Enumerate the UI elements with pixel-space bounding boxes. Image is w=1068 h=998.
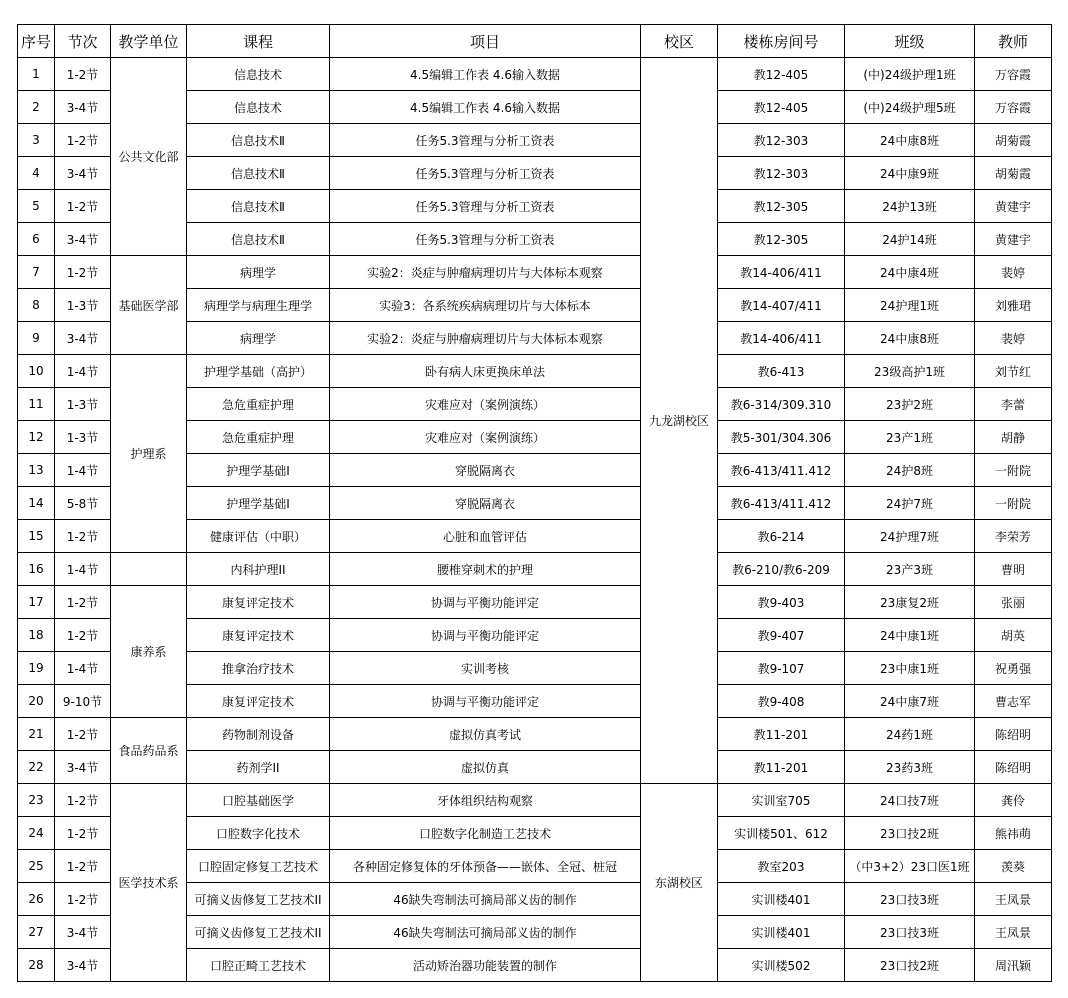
- row-room: 教12-405: [718, 91, 845, 124]
- unit-cell: 食品药品系: [111, 718, 187, 784]
- row-course: 信息技术Ⅱ: [187, 223, 330, 256]
- header-row: [18, 25, 1052, 58]
- row-room: 教12-303: [718, 124, 845, 157]
- row-period: 1-2节: [55, 784, 111, 817]
- row-project: 口腔数字化制造工艺技术: [330, 817, 641, 850]
- row-period: 1-4节: [55, 355, 111, 388]
- row-project: 实验2：炎症与肿瘤病理切片与大体标本观察: [330, 322, 641, 355]
- row-period: 3-4节: [55, 916, 111, 949]
- row-room: 教14-407/411: [718, 289, 845, 322]
- row-period: 1-2节: [55, 619, 111, 652]
- table-row: [18, 553, 1052, 586]
- row-period: 3-4节: [55, 223, 111, 256]
- row-teacher: 胡菊霞: [975, 124, 1052, 157]
- row-period: 1-2节: [55, 850, 111, 883]
- row-course: 康复评定技术: [187, 586, 330, 619]
- row-no: 1: [18, 58, 55, 91]
- row-room: 教9-408: [718, 685, 845, 718]
- row-period: 3-4节: [55, 157, 111, 190]
- row-teacher: 羡葵: [975, 850, 1052, 883]
- row-no: 12: [18, 421, 55, 454]
- row-project: 卧有病人床更换床单法: [330, 355, 641, 388]
- row-room: 实训室705: [718, 784, 845, 817]
- row-class: 24中康8班: [845, 124, 975, 157]
- row-class: 23口技2班: [845, 817, 975, 850]
- row-teacher: 黄建宇: [975, 223, 1052, 256]
- row-no: 23: [18, 784, 55, 817]
- row-project: 46缺失弯制法可摘局部义齿的制作: [330, 883, 641, 916]
- row-period: 1-4节: [55, 553, 111, 586]
- row-room: 教9-403: [718, 586, 845, 619]
- row-teacher: 裴婷: [975, 322, 1052, 355]
- row-teacher: 陈绍明: [975, 718, 1052, 751]
- row-class: 23药3班: [845, 751, 975, 784]
- header-campus: 校区: [641, 25, 718, 58]
- row-period: 5-8节: [55, 487, 111, 520]
- row-no: 13: [18, 454, 55, 487]
- row-period: 3-4节: [55, 91, 111, 124]
- row-course: 药剂学II: [187, 751, 330, 784]
- row-course: 病理学: [187, 256, 330, 289]
- row-no: 24: [18, 817, 55, 850]
- row-room: 教室203: [718, 850, 845, 883]
- row-no: 25: [18, 850, 55, 883]
- row-course: 护理学基础I: [187, 454, 330, 487]
- row-room: 教5-301/304.306: [718, 421, 845, 454]
- unit-cell: 基础医学部: [111, 256, 187, 355]
- row-no: 9: [18, 322, 55, 355]
- row-course: 康复评定技术: [187, 685, 330, 718]
- row-project: 穿脱隔离衣: [330, 487, 641, 520]
- row-no: 7: [18, 256, 55, 289]
- row-project: 灾难应对（案例演练）: [330, 421, 641, 454]
- row-class: （中3+2）23口医1班: [845, 850, 975, 883]
- row-period: 1-3节: [55, 289, 111, 322]
- row-no: 10: [18, 355, 55, 388]
- row-teacher: 张丽: [975, 586, 1052, 619]
- row-teacher: 一附院: [975, 487, 1052, 520]
- row-teacher: 胡静: [975, 421, 1052, 454]
- row-project: 实验3：各系统疾病病理切片与大体标本: [330, 289, 641, 322]
- row-teacher: 黄建宇: [975, 190, 1052, 223]
- row-period: 1-2节: [55, 58, 111, 91]
- header-period: 节次: [55, 25, 111, 58]
- header-course: 课程: [187, 25, 330, 58]
- table-row: [18, 355, 1052, 388]
- row-teacher: 龚伶: [975, 784, 1052, 817]
- row-period: 1-2节: [55, 718, 111, 751]
- row-course: 健康评估（中职）: [187, 520, 330, 553]
- row-project: 任务5.3管理与分析工资表: [330, 124, 641, 157]
- row-course: 急危重症护理: [187, 421, 330, 454]
- row-room: 教6-214: [718, 520, 845, 553]
- row-period: 1-2节: [55, 190, 111, 223]
- table-row: [18, 58, 1052, 91]
- row-teacher: 裴婷: [975, 256, 1052, 289]
- row-no: 18: [18, 619, 55, 652]
- row-class: 24护7班: [845, 487, 975, 520]
- row-course: 推拿治疗技术: [187, 652, 330, 685]
- row-period: 3-4节: [55, 949, 111, 982]
- row-course: 病理学: [187, 322, 330, 355]
- row-project: 协调与平衡功能评定: [330, 586, 641, 619]
- row-period: 3-4节: [55, 322, 111, 355]
- row-course: 可摘义齿修复工艺技术II: [187, 916, 330, 949]
- row-project: 心脏和血管评估: [330, 520, 641, 553]
- row-no: 27: [18, 916, 55, 949]
- row-class: 24护理7班: [845, 520, 975, 553]
- row-project: 各种固定修复体的牙体预备——嵌体、全冠、桩冠: [330, 850, 641, 883]
- row-period: 9-10节: [55, 685, 111, 718]
- row-teacher: 李荣芳: [975, 520, 1052, 553]
- row-room: 教14-406/411: [718, 322, 845, 355]
- row-room: 教6-413: [718, 355, 845, 388]
- row-room: 教12-305: [718, 190, 845, 223]
- row-no: 4: [18, 157, 55, 190]
- row-no: 19: [18, 652, 55, 685]
- row-project: 实验2：炎症与肿瘤病理切片与大体标本观察: [330, 256, 641, 289]
- row-teacher: 李蕾: [975, 388, 1052, 421]
- row-project: 任务5.3管理与分析工资表: [330, 223, 641, 256]
- row-course: 内科护理II: [187, 553, 330, 586]
- row-class: 23康复2班: [845, 586, 975, 619]
- row-period: 1-4节: [55, 454, 111, 487]
- table-row: [18, 586, 1052, 619]
- row-teacher: 周汛颖: [975, 949, 1052, 982]
- header-room: 楼栋房间号: [718, 25, 845, 58]
- row-room: 教9-407: [718, 619, 845, 652]
- row-course: 信息技术Ⅱ: [187, 124, 330, 157]
- row-class: 23中康1班: [845, 652, 975, 685]
- row-course: 康复评定技术: [187, 619, 330, 652]
- row-period: 1-2节: [55, 124, 111, 157]
- unit-cell: 医学技术系: [111, 784, 187, 982]
- row-no: 2: [18, 91, 55, 124]
- row-course: 病理学与病理生理学: [187, 289, 330, 322]
- row-teacher: 陈绍明: [975, 751, 1052, 784]
- row-period: 1-2节: [55, 817, 111, 850]
- table-row: [18, 256, 1052, 289]
- row-room: 教6-314/309.310: [718, 388, 845, 421]
- row-room: 教12-405: [718, 58, 845, 91]
- row-room: 教11-201: [718, 751, 845, 784]
- row-class: 23产3班: [845, 553, 975, 586]
- row-teacher: 胡菊霞: [975, 157, 1052, 190]
- row-course: 护理学基础（高护）: [187, 355, 330, 388]
- row-project: 协调与平衡功能评定: [330, 685, 641, 718]
- row-class: 24口技7班: [845, 784, 975, 817]
- row-project: 牙体组织结构观察: [330, 784, 641, 817]
- row-class: 23口技2班: [845, 949, 975, 982]
- row-no: 26: [18, 883, 55, 916]
- row-project: 活动矫治器功能装置的制作: [330, 949, 641, 982]
- row-class: 24中康4班: [845, 256, 975, 289]
- row-project: 协调与平衡功能评定: [330, 619, 641, 652]
- row-class: 24中康8班: [845, 322, 975, 355]
- row-course: 口腔正畸工艺技术: [187, 949, 330, 982]
- row-class: 24药1班: [845, 718, 975, 751]
- row-room: 教11-201: [718, 718, 845, 751]
- row-course: 护理学基础I: [187, 487, 330, 520]
- unit-cell: 康养系: [111, 586, 187, 718]
- row-class: 24护理1班: [845, 289, 975, 322]
- header-teacher: 教师: [975, 25, 1052, 58]
- row-class: 24护14班: [845, 223, 975, 256]
- row-room: 教6-413/411.412: [718, 487, 845, 520]
- row-class: 24护13班: [845, 190, 975, 223]
- row-teacher: 一附院: [975, 454, 1052, 487]
- row-project: 灾难应对（案例演练）: [330, 388, 641, 421]
- row-room: 教6-413/411.412: [718, 454, 845, 487]
- row-period: 1-2节: [55, 520, 111, 553]
- row-period: 1-2节: [55, 256, 111, 289]
- row-project: 4.5编辑工作表 4.6输入数据: [330, 91, 641, 124]
- row-class: 23产1班: [845, 421, 975, 454]
- row-teacher: 刘雅珺: [975, 289, 1052, 322]
- row-no: 21: [18, 718, 55, 751]
- table-row: [18, 784, 1052, 817]
- row-teacher: 万容霞: [975, 58, 1052, 91]
- row-project: 穿脱隔离衣: [330, 454, 641, 487]
- unit-cell: 护理系: [111, 355, 187, 553]
- row-period: 1-4节: [55, 652, 111, 685]
- row-no: 6: [18, 223, 55, 256]
- row-course: 信息技术Ⅱ: [187, 190, 330, 223]
- table-header: [18, 25, 1052, 58]
- row-room: 教9-107: [718, 652, 845, 685]
- unit-cell: [111, 553, 187, 586]
- row-no: 16: [18, 553, 55, 586]
- row-class: 23护2班: [845, 388, 975, 421]
- row-class: 23口技3班: [845, 883, 975, 916]
- row-class: (中)24级护理5班: [845, 91, 975, 124]
- header-no: 序号: [18, 25, 55, 58]
- row-teacher: 曹志军: [975, 685, 1052, 718]
- row-no: 11: [18, 388, 55, 421]
- row-class: 24中康7班: [845, 685, 975, 718]
- row-no: 20: [18, 685, 55, 718]
- row-teacher: 刘节红: [975, 355, 1052, 388]
- unit-cell: 公共文化部: [111, 58, 187, 256]
- schedule-table: [17, 24, 1052, 982]
- row-course: 信息技术: [187, 91, 330, 124]
- row-period: 1-3节: [55, 388, 111, 421]
- row-room: 实训楼502: [718, 949, 845, 982]
- row-course: 口腔固定修复工艺技术: [187, 850, 330, 883]
- row-period: 1-2节: [55, 883, 111, 916]
- row-course: 信息技术Ⅱ: [187, 157, 330, 190]
- row-project: 46缺失弯制法可摘局部义齿的制作: [330, 916, 641, 949]
- row-class: 23级高护1班: [845, 355, 975, 388]
- row-period: 1-3节: [55, 421, 111, 454]
- row-course: 信息技术: [187, 58, 330, 91]
- row-no: 14: [18, 487, 55, 520]
- row-period: 3-4节: [55, 751, 111, 784]
- row-room: 实训楼401: [718, 916, 845, 949]
- row-class: 23口技3班: [845, 916, 975, 949]
- row-no: 22: [18, 751, 55, 784]
- row-room: 实训楼401: [718, 883, 845, 916]
- row-course: 药物制剂设备: [187, 718, 330, 751]
- row-room: 教6-210/教6-209: [718, 553, 845, 586]
- row-no: 28: [18, 949, 55, 982]
- row-course: 口腔数字化技术: [187, 817, 330, 850]
- row-no: 8: [18, 289, 55, 322]
- row-teacher: 王凤景: [975, 883, 1052, 916]
- row-project: 虚拟仿真考试: [330, 718, 641, 751]
- row-no: 17: [18, 586, 55, 619]
- row-project: 4.5编辑工作表 4.6输入数据: [330, 58, 641, 91]
- row-project: 任务5.3管理与分析工资表: [330, 190, 641, 223]
- row-project: 腰椎穿刺术的护理: [330, 553, 641, 586]
- campus-cell: 东湖校区: [641, 784, 718, 982]
- row-project: 任务5.3管理与分析工资表: [330, 157, 641, 190]
- row-room: 实训楼501、612: [718, 817, 845, 850]
- row-teacher: 胡英: [975, 619, 1052, 652]
- row-course: 急危重症护理: [187, 388, 330, 421]
- header-class: 班级: [845, 25, 975, 58]
- table-body: [18, 58, 1052, 982]
- row-project: 实训考核: [330, 652, 641, 685]
- row-no: 3: [18, 124, 55, 157]
- row-course: 口腔基础医学: [187, 784, 330, 817]
- row-class: 24护8班: [845, 454, 975, 487]
- header-project: 项目: [330, 25, 641, 58]
- row-project: 虚拟仿真: [330, 751, 641, 784]
- row-no: 15: [18, 520, 55, 553]
- row-teacher: 祝勇强: [975, 652, 1052, 685]
- campus-cell: 九龙湖校区: [641, 58, 718, 784]
- row-no: 5: [18, 190, 55, 223]
- row-period: 1-2节: [55, 586, 111, 619]
- row-room: 教12-305: [718, 223, 845, 256]
- table-row: [18, 718, 1052, 751]
- row-teacher: 王凤景: [975, 916, 1052, 949]
- row-class: 24中康9班: [845, 157, 975, 190]
- row-teacher: 熊祎萌: [975, 817, 1052, 850]
- row-room: 教14-406/411: [718, 256, 845, 289]
- header-unit: 教学单位: [111, 25, 187, 58]
- row-class: 24中康1班: [845, 619, 975, 652]
- row-room: 教12-303: [718, 157, 845, 190]
- row-class: (中)24级护理1班: [845, 58, 975, 91]
- row-teacher: 曹明: [975, 553, 1052, 586]
- row-course: 可摘义齿修复工艺技术II: [187, 883, 330, 916]
- row-teacher: 万容霞: [975, 91, 1052, 124]
